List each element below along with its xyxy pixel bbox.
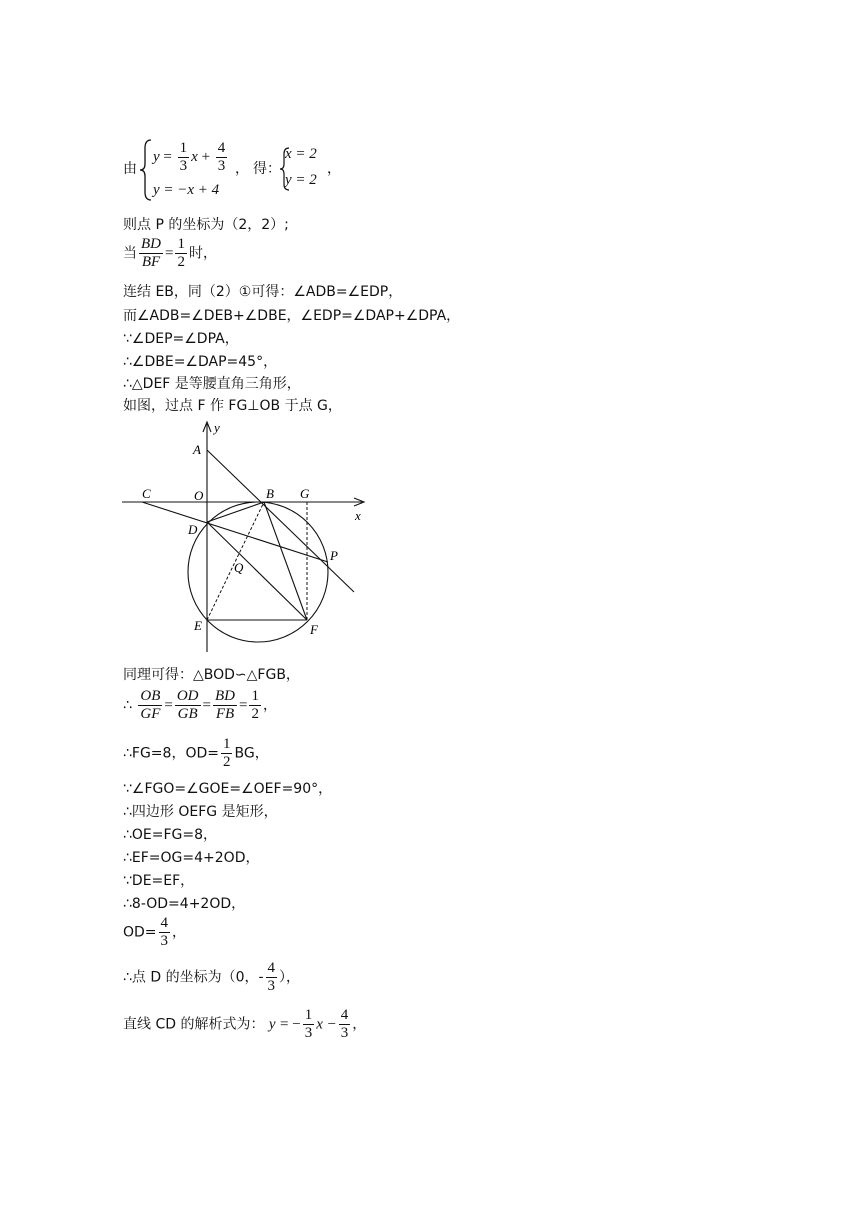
frac-half: $\frac{1}{2}$: [251, 688, 259, 722]
half-frac: $\frac{1}{2}$: [177, 236, 185, 270]
sol2: y = 2: [285, 172, 317, 188]
eq1-frac1: $\frac{1}{3}$: [179, 140, 188, 174]
line-therefore-45: ∴∠DBE=∠DAP=45°，: [123, 354, 278, 370]
line-ef-og: ∴EF=OG=4+2OD，: [123, 850, 260, 866]
frac-four-thirds: $\frac{4}{3}$: [160, 915, 169, 949]
label-a: A: [193, 442, 201, 457]
frac-d-y: $\frac{4}{3}$: [267, 960, 276, 994]
line-when-ratio: 当 $\frac{BD}{BF}$ = $\frac{1}{2}$ 时，: [123, 236, 217, 270]
eq1: y = $\frac{1}{3}$ x + $\frac{4}{3}$: [153, 140, 226, 174]
segment-df: [207, 522, 307, 620]
label-q: Q: [234, 560, 244, 575]
label-x: x: [355, 508, 361, 523]
label-f: F: [310, 622, 318, 637]
label-y: y: [214, 420, 220, 435]
label-b: B: [266, 486, 274, 501]
eq1-frac2: $\frac{4}{3}$: [217, 140, 226, 174]
line-draw-fg: 如图，过点 F 作 FG⊥OB 于点 G，: [123, 398, 342, 414]
frac-bd-fb: $\frac{BD}{FB}$: [214, 688, 235, 722]
eq1-comma: ，: [235, 161, 249, 177]
line-p-coordinates: 则点 P 的坐标为（2，2）;: [123, 217, 289, 233]
line-isosceles-right: ∴△DEF 是等腰直角三角形，: [123, 376, 301, 392]
sol-comma: ，: [327, 161, 341, 177]
line-ap: [207, 450, 354, 592]
line-cd-equation: 直线 CD 的解析式为： y = − $\frac{1}{3}$ x − $\frac{4}{3}$ ，: [123, 1007, 367, 1041]
left-brace-icon: [139, 138, 153, 202]
geometry-figure: [118, 420, 374, 656]
line-equation-od: ∴8-OD=4+2OD，: [123, 896, 246, 912]
label-c: C: [142, 486, 151, 501]
line-fg-od: ∴FG=8，OD= $\frac{1}{2}$ BG，: [123, 736, 269, 770]
line-d-coordinates: ∴点 D 的坐标为（0，- $\frac{4}{3}$ ），: [123, 960, 301, 994]
line-cp: [142, 502, 328, 562]
line-similar: 同理可得：△BOD∽△FGB，: [123, 667, 300, 683]
system-mid: 得：: [253, 161, 281, 177]
label-p: P: [330, 548, 338, 563]
line-because-angle: ∵∠DEP=∠DPA，: [123, 331, 239, 347]
line-ratio-chain: ∴ $\frac{OB}{GF}$ = $\frac{OD}{GB}$ = $\frac{BD}{FB}$ = $\frac{1}{2}$ ，: [123, 688, 277, 722]
line-rectangle: ∴四边形 OEFG 是矩形，: [123, 804, 278, 820]
label-o: O: [194, 488, 204, 503]
label-d: D: [188, 522, 198, 537]
segment-bf: [264, 502, 307, 620]
frac-four-thirds-b: $\frac{4}{3}$: [340, 1007, 349, 1041]
frac-one-third: $\frac{1}{3}$: [304, 1007, 313, 1041]
frac-half-bg: $\frac{1}{2}$: [222, 736, 231, 770]
ratio-frac: $\frac{BD}{BF}$: [141, 236, 161, 270]
system-prefix: 由: [123, 161, 137, 177]
line-oe-fg: ∴OE=FG=8，: [123, 827, 218, 843]
equation-system: [123, 136, 383, 202]
frac-ob-gf: $\frac{OB}{GF}$: [140, 688, 161, 722]
sol1: x = 2: [285, 146, 317, 162]
line-angle-sum: 而∠ADB=∠DEB+∠DBE，∠EDP=∠DAP+∠DPA，: [123, 308, 461, 324]
line-de-ef: ∵DE=EF，: [123, 873, 195, 889]
line-connect-eb: 连结 EB，同（2）①可得：∠ADB=∠EDP，: [123, 284, 403, 300]
label-e: E: [194, 618, 202, 633]
line-right-angles: ∵∠FGO=∠GOE=∠OEF=90°，: [123, 781, 333, 797]
label-g: G: [300, 486, 310, 501]
line-od-value: OD= $\frac{4}{3}$ ，: [123, 915, 187, 949]
eq2: y = −x + 4: [153, 182, 220, 198]
frac-od-gb: $\frac{OD}{GB}$: [176, 688, 199, 722]
